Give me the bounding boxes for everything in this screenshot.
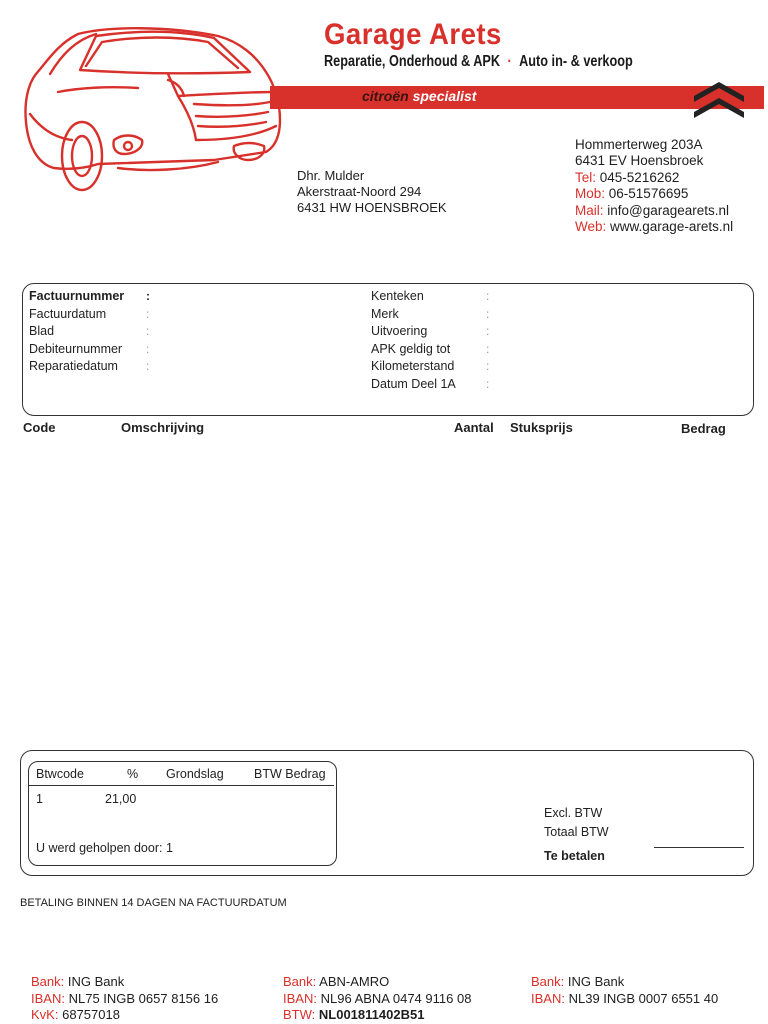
tagline-separator: · xyxy=(507,53,512,70)
colon: : xyxy=(146,289,150,303)
invoice-right-fields xyxy=(371,289,456,394)
helped-by: U werd geholpen door: 1 xyxy=(36,841,173,855)
footer-iban-1: IBAN: NL75 INGB 0657 8156 16 xyxy=(31,990,219,1006)
col-header-code: Code xyxy=(23,420,56,435)
total-excl-btw: Excl. BTW xyxy=(544,806,603,820)
mob-value: 06-51576695 xyxy=(608,186,689,202)
colon: : xyxy=(486,376,490,391)
field-kenteken: Kenteken xyxy=(371,289,424,303)
garage-web xyxy=(575,219,733,235)
col-header-bedrag: Bedrag xyxy=(681,421,726,436)
total-underline xyxy=(654,847,744,848)
field-reparatiedatum: Reparatiedatum xyxy=(29,359,118,373)
field-uitvoering: Uitvoering xyxy=(371,324,428,338)
garage-city: 6431 EV Hoensbroek xyxy=(575,153,704,169)
field-apk: APK geldig tot xyxy=(371,341,451,356)
footer-bank-3: Bank: ING Bank xyxy=(531,974,625,989)
footer-btw: BTW: NL001811402B51 xyxy=(283,1007,425,1022)
total-btw: Totaal BTW xyxy=(544,825,609,839)
footer-iban-2: IBAN: NL96 ABNA 0474 9116 08 xyxy=(283,990,472,1006)
footer-col-2 xyxy=(283,974,471,1024)
colon: : xyxy=(486,324,490,338)
citroen-chevrons-icon xyxy=(692,78,746,122)
payment-note: BETALING BINNEN 14 DAGEN NA FACTUURDATUM xyxy=(20,897,287,909)
footer-iban-3: IBAN: NL39 INGB 0007 6551 40 xyxy=(531,990,719,1006)
garage-mob xyxy=(575,186,733,202)
field-factuurnummer: Factuurnummer xyxy=(29,289,125,303)
col-header-aantal: Aantal xyxy=(454,420,494,435)
colon: : xyxy=(486,306,490,321)
company-tagline xyxy=(324,53,633,71)
customer-name: Dhr. Mulder xyxy=(297,168,365,183)
customer-address xyxy=(297,168,447,216)
colon: : xyxy=(486,359,490,373)
col-header-stuksprijs: Stuksprijs xyxy=(510,420,573,435)
tel-label: Tel: xyxy=(575,169,597,185)
footer-col-3 xyxy=(531,974,718,1007)
colon: : xyxy=(486,341,490,356)
mail-value: info@garagearets.nl xyxy=(607,202,730,218)
garage-street: Hommerterweg 203A xyxy=(575,137,703,152)
vat-code: 1 xyxy=(36,792,43,806)
company-name: Garage Arets xyxy=(324,18,502,51)
tagline-left: Reparatie, Onderhoud & APK xyxy=(324,53,501,70)
colon: : xyxy=(146,306,150,321)
field-kilometerstand: Kilometerstand xyxy=(371,359,455,373)
web-label: Web: xyxy=(575,219,607,235)
brand-specialist: specialist xyxy=(412,88,477,104)
garage-tel xyxy=(575,170,733,186)
footer-bank-1: Bank: ING Bank xyxy=(31,974,125,989)
mob-label: Mob: xyxy=(575,186,606,202)
invoice-left-fields xyxy=(29,289,124,377)
footer-kvk: KvK: 68757018 xyxy=(31,1007,120,1022)
vat-header-grondslag: Grondslag xyxy=(166,767,224,781)
brand-bar-text xyxy=(362,88,476,104)
colon: : xyxy=(486,289,490,303)
garage-contact xyxy=(575,137,733,235)
field-merk: Merk xyxy=(371,306,399,321)
vat-percent: 21,00 xyxy=(105,792,137,806)
colon: : xyxy=(146,341,150,356)
footer-col-1 xyxy=(31,974,218,1024)
garage-mail xyxy=(575,203,733,219)
web-value: www.garage-arets.nl xyxy=(610,219,734,235)
colon: : xyxy=(146,324,150,338)
vat-header-divider xyxy=(29,785,334,786)
field-blad: Blad xyxy=(29,324,55,338)
total-te-betalen: Te betalen xyxy=(544,849,605,863)
brand-bar xyxy=(270,86,764,109)
tel-value: 045-5216262 xyxy=(599,169,680,185)
invoice-left-colons xyxy=(146,289,150,377)
field-datum-deel-1a: Datum Deel 1A xyxy=(371,376,456,391)
customer-city: 6431 HW HOENSBROEK xyxy=(297,200,447,215)
mail-label: Mail: xyxy=(575,202,604,218)
field-factuurdatum: Factuurdatum xyxy=(29,306,107,321)
col-header-omschrijving: Omschrijving xyxy=(121,420,205,435)
colon: : xyxy=(146,359,150,373)
brand-citroen: citroën xyxy=(362,88,409,104)
tagline-right: Auto in- & verkoop xyxy=(519,53,633,70)
vat-header-percent: % xyxy=(127,767,139,781)
customer-street: Akerstraat-Noord 294 xyxy=(297,184,422,199)
vat-header-btwcode: Btwcode xyxy=(36,767,84,781)
car-logo xyxy=(18,22,286,200)
vat-header-btw-bedrag: BTW Bedrag xyxy=(254,767,326,781)
footer-bank-2: Bank: ABN-AMRO xyxy=(283,974,390,989)
invoice-right-colons xyxy=(486,289,489,394)
field-debiteurnummer: Debiteurnummer xyxy=(29,341,123,356)
